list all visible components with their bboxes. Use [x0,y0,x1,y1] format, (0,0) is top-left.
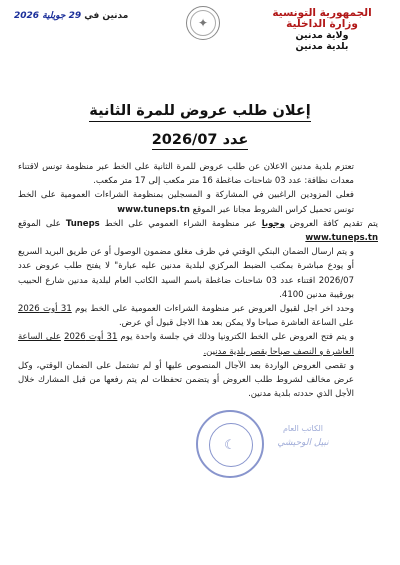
opening-text-b: على الساعة العاشرة و النصف صباحا بقصر بلدية مدنين. [18,332,354,357]
opening-date: 31 أوت 2026 [64,332,118,343]
signature-block [258,418,348,478]
ministry-name: وزارة الداخلية [286,18,358,30]
document-date: 29 جويلية 2026 [14,11,82,21]
signatory-name: نبيل الوحيشي [277,438,329,448]
paragraph-download-text: فعلى المزودين الراغبين في المشاركة و المسجلين بمنظومة الشراءات العمومية على الخط تونس تحميل كراس الشروط مجانا عبر الموقع [18,190,354,215]
stamp-emblem-icon: ☾ [224,438,236,453]
official-header [258,8,386,52]
paragraph-deadline [18,302,378,330]
governorate-name: ولاية مدنين [295,30,349,41]
paragraph-download [18,188,378,216]
place-date [14,11,132,21]
paragraph-opening [18,330,378,358]
tuneps-label: Tuneps [65,218,100,229]
deadline-date: 31 أوت 2026 [18,304,72,315]
municipality-name: بلدية مدنين [295,41,349,52]
submission-mandatory: وجوبا [261,218,285,229]
deadline-text-b: على الساعة العاشرة صباحا ولا يمكن بعد هذا الاجل قبول أي عرض. [118,318,354,329]
title-line-1: إعلان طلب عروض للمرة الثانية [89,103,310,122]
paragraph-submission [18,217,378,245]
place-label: مدنين في [84,11,129,21]
paragraph-exclusion: و تقصى العروض الواردة بعد الآجال المنصوص عليها أو لم تشتمل على الضمان الوقتي، وكل عرض مخالف لشروط طلب العروض أو يتضمن تحفظات لم يتم رفعها من قبل المشارك خلال الأجل الذي حددته بلدية مدنين. [18,360,354,400]
submission-text-c: عبر منظومة الشراء العمومي على الخط [104,218,257,229]
deadline-text-a: وحدد اخر اجل لقبول العروض عبر منظومة الشراءات العمومية على الخط يوم [75,304,355,315]
document-title [0,100,400,150]
paragraph-intro: تعتزم بلدية مدنين الاعلان عن طلب عروض للمرة الثانية على الخط عبر منظومة تونس لاقتناء معدات نظافة: عدد 03 شاحنات ضاغطة 16 متر مكعب إلى 17 متر مكعب. [18,162,354,187]
submission-text-d: على الموقع [18,218,61,229]
tuneps-link[interactable]: www.tuneps.tn [117,204,190,215]
tuneps-link-2[interactable]: www.tuneps.tn [305,233,378,244]
official-stamp [196,410,264,478]
signatory-role: الكاتب العام [282,424,324,433]
opening-text-a: و يتم فتح العروض على الخط الكترونيا وذلك في جلسة واحدة يوم [120,332,354,343]
republic-name: الجمهورية التونسية [272,7,372,19]
title-line-2: عدد 2026/07 [151,132,249,148]
paragraph-guarantee: و يتم ارسال الضمان البنكي الوقتي في ظرف مغلق مضمون الوصول أو عن طريق البريد السريع أو يودع مباشرة بمكتب الضبط المركزي لبلدية مدنين عليه عبارة" لا يفتح طلب عروض عدد 2026/07 اقتناء عدد 03 شاحنات ضاغطة باسم السيد الكاتب العام لبلدية مدنين شارع الحبيب بورقيبة مدنين 4100. [18,247,354,300]
submission-text-a: يتم تقديم كافة العروض [289,218,379,229]
document-body [18,160,378,401]
municipality-emblem-icon: ✦ [186,6,220,40]
